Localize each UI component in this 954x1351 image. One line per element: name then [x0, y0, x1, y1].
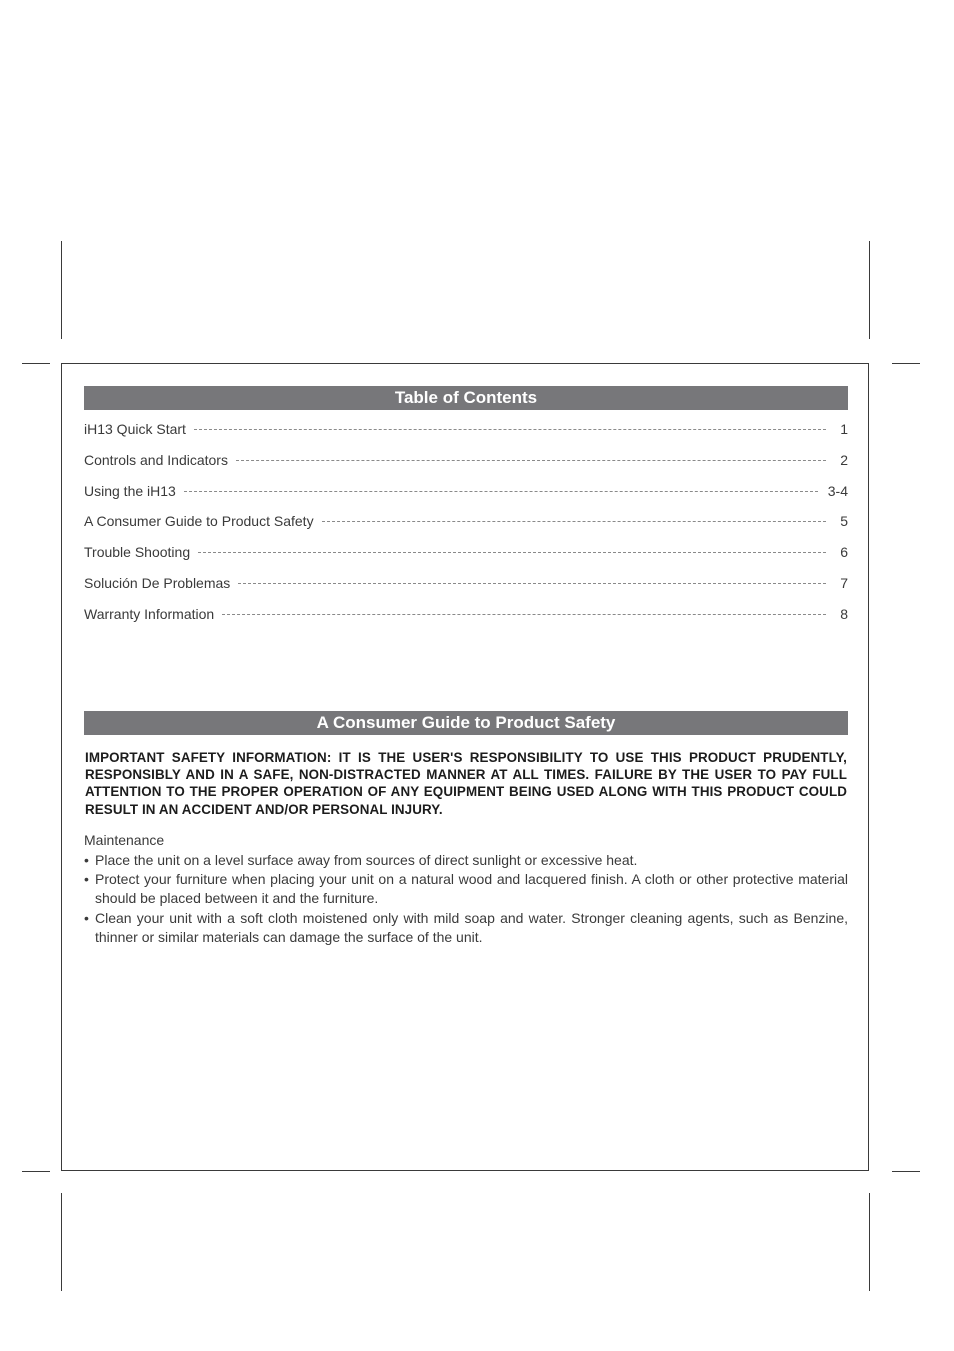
toc-entry[interactable]: [84, 544, 848, 575]
toc-entry-label: Warranty Information: [84, 605, 215, 622]
crop-mark-bottom-right: [869, 1193, 870, 1291]
safety-title: A Consumer Guide to Product Safety: [84, 711, 848, 735]
maintenance-item-text: Clean your unit with a soft cloth moistened only with mild soap and water. Stronger cleaning agents, such as Benzine, thinner or similar materials can damage the surface of the unit.: [95, 909, 848, 945]
toc-entry-label: Controls and Indicators: [84, 451, 228, 468]
toc-entry[interactable]: [84, 483, 848, 514]
toc-entry-page: 3-4: [827, 482, 848, 499]
toc-leader: [194, 429, 826, 430]
toc-entry-page: 1: [840, 421, 848, 437]
bullet-icon: •: [84, 909, 89, 926]
bullet-icon: •: [84, 871, 89, 888]
maintenance-list: [84, 851, 848, 947]
toc-leader: [184, 491, 818, 492]
crop-mark-right-top: [892, 363, 920, 364]
maintenance-heading: Maintenance: [84, 832, 165, 848]
bullet-icon: •: [84, 852, 89, 868]
crop-mark-left-top: [22, 363, 50, 364]
crop-mark-top-left: [61, 241, 62, 339]
toc-entry-label: Using the iH13: [84, 482, 176, 499]
toc-entry[interactable]: [84, 452, 848, 483]
toc-entry[interactable]: [84, 575, 848, 606]
crop-mark-right-bottom: [892, 1171, 920, 1172]
toc-entry[interactable]: [84, 421, 848, 452]
crop-mark-bottom-left: [61, 1193, 62, 1291]
toc-leader: [236, 460, 826, 461]
crop-mark-top-right: [869, 241, 870, 339]
toc-leader: [222, 614, 826, 615]
toc-entry[interactable]: [84, 606, 848, 637]
toc-entry[interactable]: [84, 513, 848, 544]
maintenance-item-text: Place the unit on a level surface away from sources of direct sunlight or excessive heat.: [95, 852, 638, 868]
toc-leader: [322, 521, 826, 522]
toc-entry-label: A Consumer Guide to Product Safety: [84, 513, 314, 530]
toc-entry-page: 7: [840, 574, 848, 591]
toc-entry-page: 8: [840, 605, 848, 622]
toc-entry-page: 5: [840, 513, 848, 530]
crop-mark-left-bottom: [22, 1171, 50, 1172]
safety-warning: IMPORTANT SAFETY INFORMATION: IT IS THE USER'S RESPONSIBILITY TO USE THIS PRODUCT PRUDENTLY, RESPONSIBLY AND IN A SAFE, NON-DISTRACTED MANNER AT ALL TIMES. FAILURE BY THE USER TO PAY FULL ATTENTION TO THE PROPER OPERATION OF ANY EQUIPMENT BEING USED ALONG WITH THIS PRODUCT COULD RESULT IN AN ACCIDENT AND/OR PERSONAL INJURY.: [85, 750, 847, 817]
toc-entry-page: 2: [840, 451, 848, 468]
maintenance-item: [84, 909, 848, 947]
toc-list: [84, 421, 848, 637]
toc-entry-label: iH13 Quick Start: [84, 421, 186, 437]
toc-entry-label: Solución De Problemas: [84, 574, 231, 591]
toc-title: Table of Contents: [84, 386, 848, 410]
toc-leader: [238, 583, 826, 584]
toc-entry-label: Trouble Shooting: [84, 544, 191, 561]
maintenance-item: [84, 851, 848, 870]
maintenance-item: [84, 870, 848, 908]
maintenance-item-text: Protect your furniture when placing your unit on a natural wood and lacquered finish. A cloth or other protective material should be placed between it and the furniture.: [95, 871, 848, 907]
toc-leader: [198, 552, 826, 553]
toc-entry-page: 6: [840, 544, 848, 561]
